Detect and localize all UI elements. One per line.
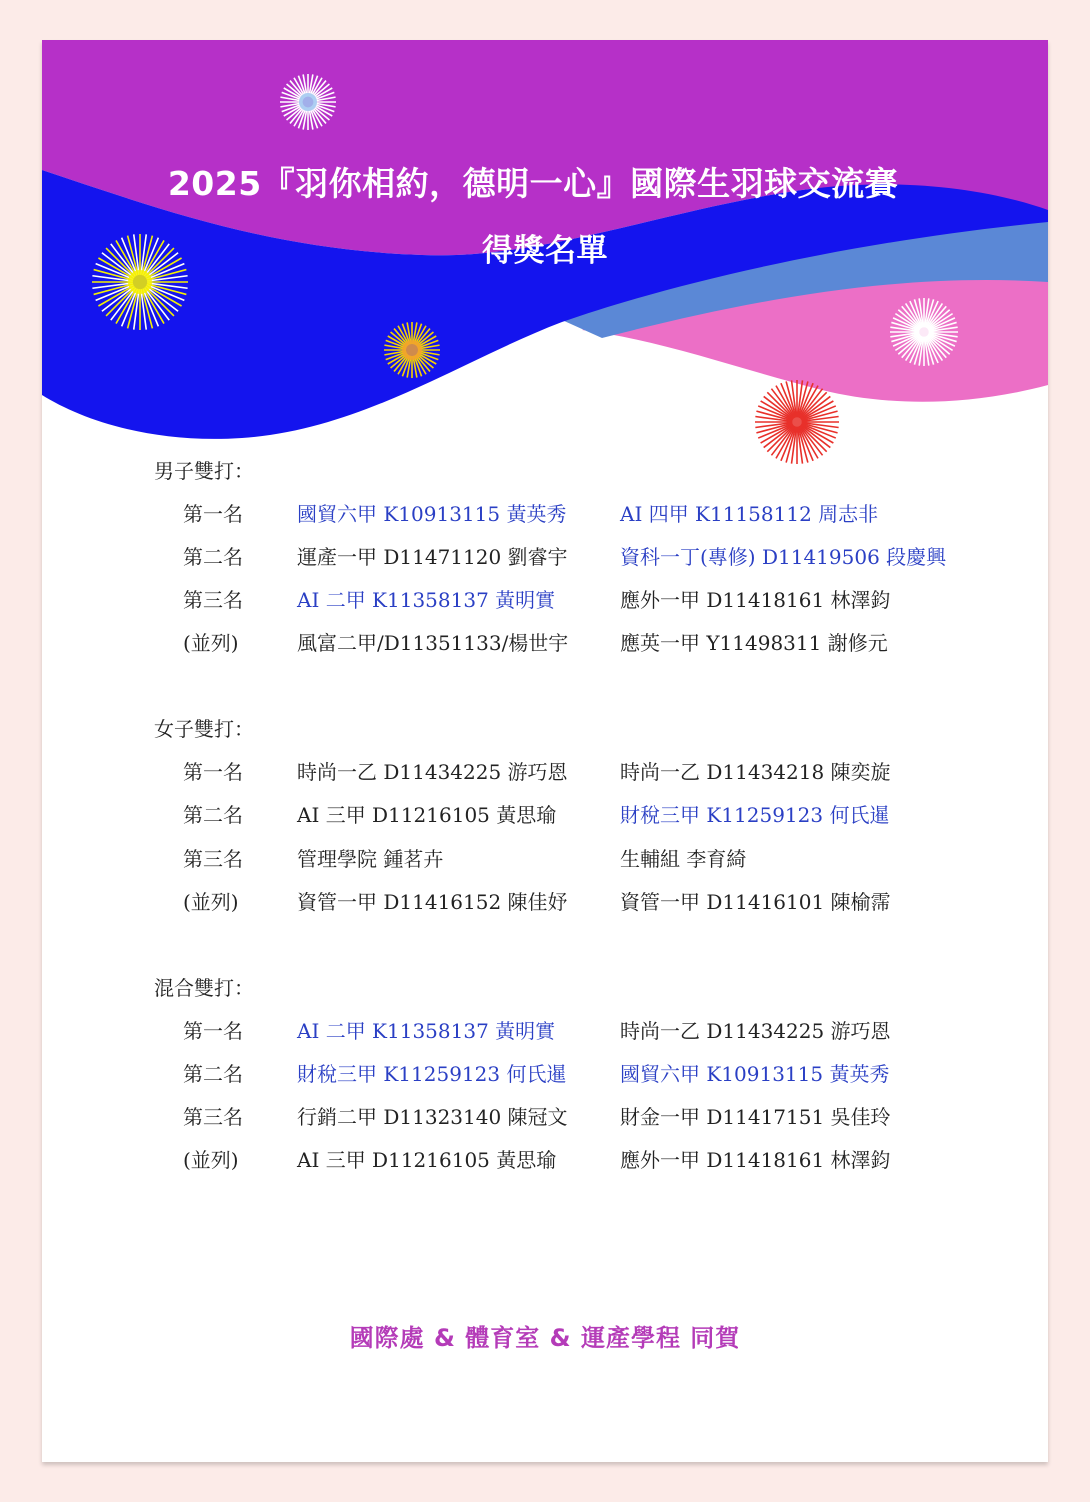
rank-label: 第三名 bbox=[183, 588, 243, 612]
rank-label: 第二名 bbox=[183, 545, 243, 569]
player-1: 國貿六甲 K10913115 黃英秀 bbox=[297, 502, 567, 526]
award-row bbox=[42, 799, 1048, 829]
firework-red-icon bbox=[755, 380, 839, 464]
award-row bbox=[42, 843, 1048, 873]
section-label-mixed-doubles: 混合雙打： bbox=[154, 976, 254, 1000]
player-2: 資管一甲 D11416101 陳榆霈 bbox=[620, 890, 891, 914]
player-1: 財稅三甲 K11259123 何氏暹 bbox=[297, 1062, 567, 1086]
congratulations-footer: 國際處 & 體育室 & 運產學程 同賀 bbox=[349, 1324, 741, 1352]
player-1: 風富二甲/D11351133/楊世宇 bbox=[297, 631, 569, 655]
player-2: 財金一甲 D11417151 吳佳玲 bbox=[620, 1105, 891, 1129]
section-label-womens-doubles: 女子雙打： bbox=[154, 717, 254, 741]
rank-label: 第二名 bbox=[183, 803, 243, 827]
player-2: AI 四甲 K11158112 周志非 bbox=[620, 502, 879, 526]
player-1: 管理學院 鍾茗卉 bbox=[297, 847, 444, 871]
poster-title: 2025『羽你相約，德明一心』國際生羽球交流賽 bbox=[167, 164, 899, 203]
player-2: 國貿六甲 K10913115 黃英秀 bbox=[620, 1062, 890, 1086]
rank-label: 第三名 bbox=[183, 1105, 243, 1129]
award-row bbox=[42, 756, 1048, 786]
player-2: 應英一甲 Y11498311 謝修元 bbox=[620, 631, 888, 655]
player-2: 應外一甲 D11418161 林澤鈞 bbox=[620, 588, 891, 612]
rank-label: (並列) bbox=[183, 890, 239, 914]
player-2: 生輔組 李育綺 bbox=[620, 847, 747, 871]
rank-label: 第一名 bbox=[183, 502, 243, 526]
poster-subtitle: 得獎名單 bbox=[482, 233, 608, 269]
section-label-mens-doubles: 男子雙打： bbox=[154, 459, 254, 483]
player-1: AI 二甲 K11358137 黃明實 bbox=[297, 1019, 556, 1043]
award-row bbox=[42, 1058, 1048, 1088]
rank-label: 第二名 bbox=[183, 1062, 243, 1086]
player-2: 應外一甲 D11418161 林澤鈞 bbox=[620, 1148, 891, 1172]
award-poster bbox=[42, 40, 1048, 1462]
player-2: 時尚一乙 D11434218 陳奕旋 bbox=[620, 760, 891, 784]
rank-label: 第三名 bbox=[183, 847, 243, 871]
player-1: 資管一甲 D11416152 陳佳妤 bbox=[297, 890, 568, 914]
player-2: 時尚一乙 D11434225 游巧恩 bbox=[620, 1019, 891, 1043]
award-row bbox=[42, 498, 1048, 528]
player-1: AI 三甲 D11216105 黃思瑜 bbox=[297, 803, 557, 827]
award-row bbox=[42, 1101, 1048, 1131]
player-2: 資科一丁(專修) D11419506 段慶興 bbox=[620, 545, 947, 569]
rank-label: (並列) bbox=[183, 1148, 239, 1172]
award-row bbox=[42, 1015, 1048, 1045]
player-1: 時尚一乙 D11434225 游巧恩 bbox=[297, 760, 568, 784]
player-1: AI 三甲 D11216105 黃思瑜 bbox=[297, 1148, 557, 1172]
award-row bbox=[42, 886, 1048, 916]
player-1: 行銷二甲 D11323140 陳冠文 bbox=[297, 1105, 568, 1129]
rank-label: 第一名 bbox=[183, 760, 243, 784]
award-row bbox=[42, 541, 1048, 571]
rank-label: (並列) bbox=[183, 631, 239, 655]
award-row bbox=[42, 627, 1048, 657]
player-2: 財稅三甲 K11259123 何氏暹 bbox=[620, 803, 890, 827]
player-1: AI 二甲 K11358137 黃明實 bbox=[297, 588, 556, 612]
player-1: 運產一甲 D11471120 劉睿宇 bbox=[297, 545, 568, 569]
award-row bbox=[42, 584, 1048, 614]
rank-label: 第一名 bbox=[183, 1019, 243, 1043]
award-row bbox=[42, 1144, 1048, 1174]
